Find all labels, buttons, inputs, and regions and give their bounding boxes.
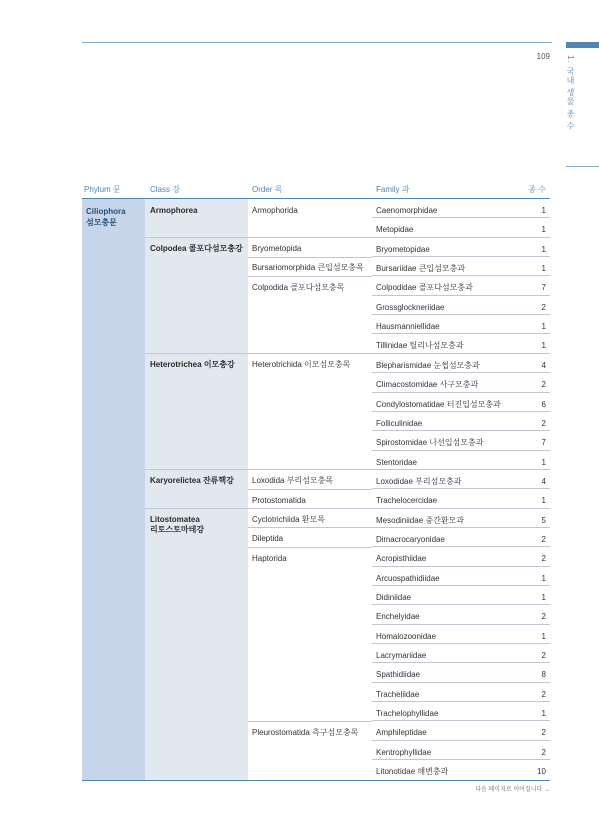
continue-note: 다음 페이지로 이어집니다 → <box>475 787 550 793</box>
family-name: Didiniidae <box>376 593 412 602</box>
species-count: 2 <box>541 689 546 699</box>
family-divider <box>372 353 550 354</box>
species-count: 4 <box>541 476 546 486</box>
family-name: Climacostomidae 사구모충과 <box>376 380 479 390</box>
order-cell: Haptorida <box>252 554 287 563</box>
header-class: Class 강 <box>150 185 180 194</box>
family-name: Bursariidae 큰입섬모충과 <box>376 264 466 274</box>
class-korean: 잔류핵강 <box>202 476 234 485</box>
species-count: 1 <box>541 573 546 583</box>
order-divider <box>248 721 372 722</box>
family-name: Loxodidae 부리섬모충과 <box>376 476 462 486</box>
species-count: 1 <box>541 457 546 467</box>
family-divider <box>372 275 550 276</box>
family-divider <box>372 643 550 644</box>
side-tab-marker <box>566 42 599 48</box>
class-colpodea <box>150 244 243 254</box>
family-name: Tillinidae 틸리나섬모충과 <box>376 341 464 351</box>
species-count: 10 <box>537 767 546 777</box>
family-name: Bryometopidae <box>376 244 430 254</box>
class-korean: 리토스토마테강 <box>150 525 205 534</box>
phylum-cell <box>86 206 126 228</box>
class-litostomatea <box>150 515 204 535</box>
class-column-band <box>145 199 248 781</box>
class-divider <box>145 469 248 470</box>
species-count: 2 <box>541 534 546 544</box>
species-count: 8 <box>541 670 546 680</box>
header-family: Family 과 <box>376 185 410 194</box>
family-name: Mesodiniidae 중간환모과 <box>376 515 465 525</box>
family-name: Caenomorphidae <box>376 206 438 215</box>
family-name: Trachelophyllidae <box>376 709 439 719</box>
family-name: Blepharismidae 눈썹섬모충과 <box>376 360 480 370</box>
species-count: 1 <box>541 593 546 602</box>
class-armophorea <box>150 206 198 216</box>
order-cell: Bryometopida <box>252 244 302 253</box>
family-divider <box>372 430 550 431</box>
order-cell: Armophorida <box>252 206 298 215</box>
phylum-column-band <box>82 199 145 781</box>
species-count: 7 <box>541 438 546 448</box>
family-name: Homalozoonidae <box>376 631 437 641</box>
family-divider <box>372 720 550 721</box>
order-divider <box>248 489 372 490</box>
class-name: Armophorea <box>150 206 198 215</box>
family-name: Litonotidae 해변충과 <box>376 767 449 777</box>
family-divider <box>372 624 550 625</box>
header-phylum: Phylum 문 <box>84 185 121 194</box>
species-count: 2 <box>541 554 546 564</box>
class-karyorelictea <box>150 476 234 486</box>
side-section-title: 1. 국내 생물 종 수 <box>566 55 575 131</box>
species-count: 2 <box>541 380 546 390</box>
side-rule <box>566 166 599 167</box>
family-name: Tracheliidae <box>376 689 420 699</box>
phylum-name: Ciliophora <box>86 207 126 216</box>
species-count: 1 <box>541 341 546 351</box>
family-divider <box>372 256 550 257</box>
species-count: 2 <box>541 612 546 622</box>
species-count: 2 <box>541 418 546 428</box>
bottom-rule <box>82 780 550 781</box>
order-cell: Protostomatida <box>252 496 306 505</box>
class-divider <box>145 237 248 238</box>
species-count: 7 <box>541 283 546 293</box>
family-name: Stentoridae <box>376 457 417 467</box>
family-name: Amphileptidae <box>376 728 427 738</box>
family-name: Arcuospathidiidae <box>376 573 440 583</box>
family-name: Enchelyidae <box>376 612 420 622</box>
species-count: 2 <box>541 728 546 738</box>
family-divider <box>372 701 550 702</box>
top-rule <box>82 42 552 43</box>
header-order: Order 목 <box>252 185 283 194</box>
header-count: 종 수 <box>528 185 546 194</box>
species-count: 2 <box>541 651 546 661</box>
order-cell: Pleurostomatida 측구섬모충목 <box>252 728 359 737</box>
class-heterotrichea <box>150 360 235 370</box>
species-count: 2 <box>541 302 546 312</box>
family-divider <box>372 314 550 315</box>
family-name: Folliculinidae <box>376 418 423 428</box>
class-name: Karyorelictea <box>150 476 201 485</box>
family-name: Acropisthiidae <box>376 554 427 564</box>
class-name: Heterotrichea <box>150 360 202 369</box>
family-name: Kentrophyllidae <box>376 747 432 757</box>
family-divider <box>372 372 550 373</box>
order-divider <box>248 237 372 238</box>
class-name: Litostomatea <box>150 515 200 524</box>
class-name: Colpodea <box>150 244 187 253</box>
class-korean: 이모충강 <box>203 360 235 369</box>
family-name: Colpodidae 콜포다섬모충과 <box>376 283 473 293</box>
family-divider <box>372 295 550 296</box>
phylum-korean: 섬모충문 <box>86 218 117 227</box>
family-divider <box>372 217 550 218</box>
species-count: 1 <box>541 631 546 641</box>
family-divider <box>372 662 550 663</box>
class-divider <box>145 508 248 509</box>
family-divider <box>372 469 550 470</box>
order-cell: Dileptida <box>252 534 284 543</box>
family-divider <box>372 682 550 683</box>
order-cell: Colpodida 콜포다섬모충목 <box>252 283 345 292</box>
species-count: 1 <box>541 264 546 274</box>
family-divider <box>372 585 550 586</box>
species-count: 1 <box>541 709 546 719</box>
class-divider <box>145 353 248 354</box>
family-divider <box>372 546 550 547</box>
family-divider <box>372 508 550 509</box>
species-count: 4 <box>541 360 546 370</box>
order-cell: Heterotrichida 이모섬모충목 <box>252 360 351 369</box>
family-divider <box>372 392 550 393</box>
species-count: 1 <box>541 496 546 506</box>
order-divider <box>248 508 372 509</box>
species-count: 1 <box>541 322 546 332</box>
order-divider <box>248 276 372 277</box>
species-count: 6 <box>541 399 546 409</box>
family-divider <box>372 527 550 528</box>
order-divider <box>248 527 372 528</box>
order-cell: Bursariomorphida 큰입섬모충목 <box>252 263 364 272</box>
family-name: Dimacrocaryonidae <box>376 534 445 544</box>
class-korean: 콜포다섬모충강 <box>188 244 243 253</box>
family-name: Lacrymariidae <box>376 651 427 661</box>
family-divider <box>372 333 550 334</box>
family-divider <box>372 411 550 412</box>
family-name: Metopidae <box>376 225 414 235</box>
family-name: Condylostomatidae 터진입섬모충과 <box>376 399 501 409</box>
species-count: 2 <box>541 747 546 757</box>
family-divider <box>372 604 550 605</box>
order-divider <box>248 469 372 470</box>
species-count: 5 <box>541 515 546 525</box>
species-count: 1 <box>541 206 546 215</box>
family-divider <box>372 740 550 741</box>
family-name: Trachelocercidae <box>376 496 438 506</box>
order-cell: Loxodida 부리섬모충목 <box>252 476 334 485</box>
order-divider <box>248 547 372 548</box>
family-name: Spirostomidae 나선입섬모충과 <box>376 438 484 448</box>
order-divider <box>248 257 372 258</box>
family-divider <box>372 237 550 238</box>
order-divider <box>248 353 372 354</box>
species-count: 1 <box>541 244 546 254</box>
order-cell: Cyclotrichiida 환모목 <box>252 515 325 524</box>
family-name: Spathidiidae <box>376 670 421 680</box>
family-divider <box>372 450 550 451</box>
family-divider <box>372 759 550 760</box>
species-count: 1 <box>541 225 546 235</box>
family-divider <box>372 488 550 489</box>
family-name: Grossglockneriidae <box>376 302 445 312</box>
family-divider <box>372 566 550 567</box>
family-name: Hausmanniellidae <box>376 322 440 332</box>
page-number: 109 <box>536 52 550 61</box>
